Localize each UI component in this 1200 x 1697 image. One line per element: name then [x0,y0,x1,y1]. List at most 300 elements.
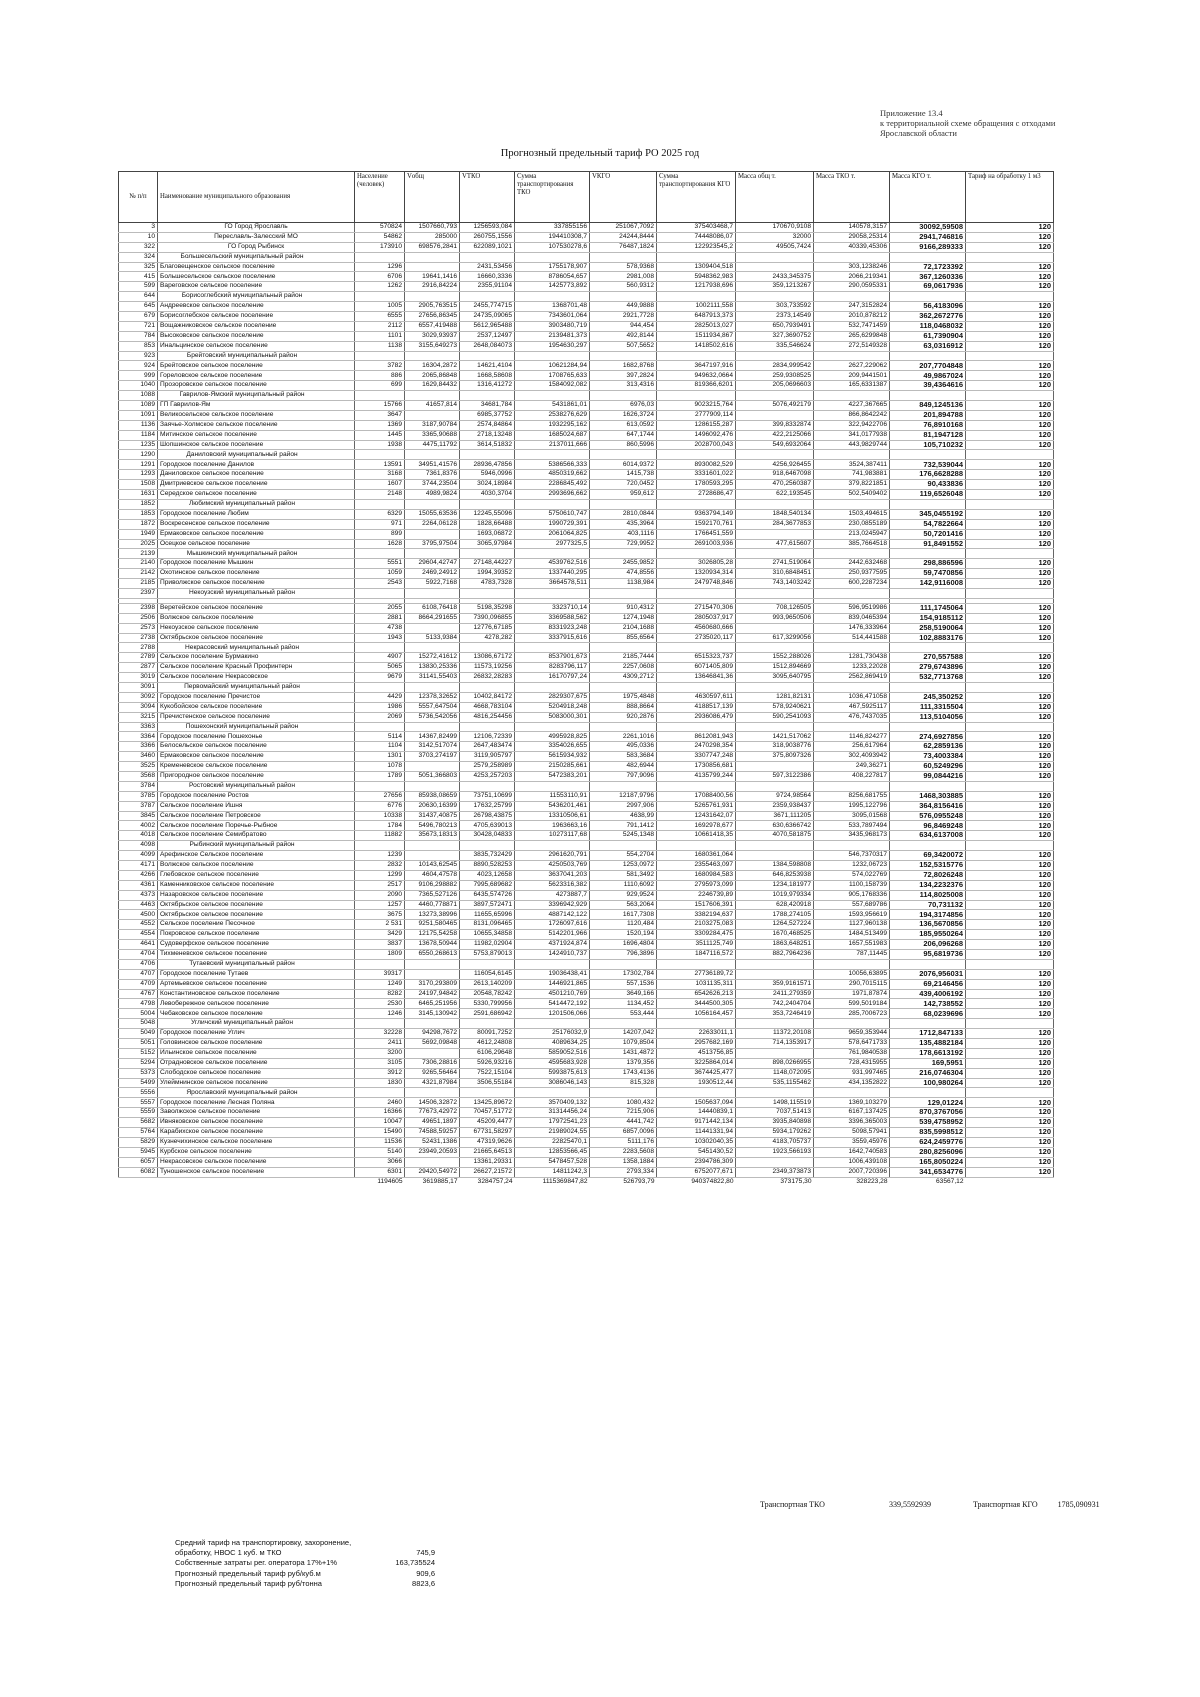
table-cell: Назаровское сельское поселение [158,890,355,900]
table-cell: 152,5315776 [890,861,966,871]
table-cell: 303,733592 [736,302,814,312]
table-cell: 1253,0972 [590,861,657,871]
table-cell: 2028700,043 [657,440,736,450]
table-cell: 2142 [119,569,158,579]
table-cell: Некрасовский муниципальный район [158,643,355,653]
table-cell: 2741,519064 [736,559,814,569]
table-cell: 2517 [355,880,405,890]
table-cell: Сельское поселение Некрасовское [158,673,355,683]
table-cell: 205,0696603 [736,381,814,391]
table-cell: 2349,373873 [736,1167,814,1177]
table-cell: 120 [966,430,1054,440]
table-cell: 27148,44227 [460,559,515,569]
table-row [119,282,1054,292]
column-header: VКГО [590,172,657,223]
table-cell: 1971,87874 [814,989,890,999]
table-cell [736,959,814,969]
table-cell: 1628 [355,539,405,549]
table-cell [515,499,590,509]
table-cell [890,841,966,851]
table-cell [736,499,814,509]
table-cell [355,722,405,732]
table-cell: 1657,551983 [814,940,890,950]
table-cell: 81,1947128 [890,430,966,440]
table-cell: 4441,742 [590,1118,657,1128]
table-cell: 2648,084073 [460,341,515,351]
table-cell: 2997,906 [590,801,657,811]
table-cell [515,351,590,361]
table-cell: 3511125,749 [657,940,736,950]
table-cell [515,722,590,732]
table-cell: 5692,09848 [405,1039,460,1049]
table-cell: 1692978,677 [657,821,736,831]
table-cell: 120 [966,861,1054,871]
table-cell: 1425773,892 [515,282,590,292]
table-cell: Сельское поселение Поречье-Рыбное [158,821,355,831]
table-cell [590,682,657,692]
table-cell [355,682,405,692]
table-cell: 13310506,61 [515,811,590,821]
table-cell: Городское поселение Пречистое [158,692,355,702]
table-cell: 120 [966,791,1054,801]
table-cell: 931,997465 [814,1068,890,1078]
table-cell: 4501210,769 [515,989,590,999]
table-row [119,861,1054,871]
table-cell: 120 [966,381,1054,391]
table-cell: 116054,6145 [460,969,515,979]
table-cell [590,549,657,559]
table-cell: 272,5149328 [814,341,890,351]
table-cell [736,623,814,633]
district-header-row [119,1019,1054,1029]
table-cell: 1631 [119,490,158,500]
table-cell: 3845 [119,811,158,821]
table-cell: 2397 [119,588,158,598]
summary-row [175,1538,435,1557]
table-cell: 3215 [119,712,158,722]
table-cell: 554,2704 [590,851,657,861]
table-row [119,410,1054,420]
table-cell: 120 [966,420,1054,430]
table-row [119,623,1054,633]
table-cell: 4798 [119,999,158,1009]
table-cell: 3065,97984 [460,539,515,549]
table-cell: Первомайский муниципальный район [158,682,355,692]
table-cell [814,722,890,732]
table-cell: 7995,689682 [460,880,515,890]
table-cell: 8664,291655 [405,613,460,623]
table-cell: 8612081,943 [657,732,736,742]
table-cell: 3570409,132 [515,1098,590,1108]
table-cell: 2055 [355,603,405,613]
table-cell: Ильинское сельское поселение [158,1048,355,1058]
table-cell: 105,710232 [890,440,966,450]
table-cell: 1512,894669 [736,663,814,673]
table-cell: 6435,574726 [460,890,515,900]
table-cell: 4030,3704 [460,490,515,500]
table-cell: 10273117,68 [515,831,590,841]
table-cell: 8283796,117 [515,663,590,673]
table-cell [460,1019,515,1029]
table-cell: 4463 [119,900,158,910]
table-cell [590,391,657,401]
table-cell: 4266 [119,870,158,880]
document-title: Прогнозный предельный тариф РО 2025 год [500,148,700,159]
table-row [119,490,1054,500]
table-cell [814,959,890,969]
table-cell: 1995,122796 [814,801,890,811]
table-cell: 5152 [119,1048,158,1058]
table-cell: 10047 [355,1118,405,1128]
table-cell: 120 [966,762,1054,772]
table-cell: 3307747,248 [657,752,736,762]
table-cell: 290,7015115 [814,979,890,989]
table-cell [405,391,460,401]
table-cell [657,682,736,692]
table-cell: 622089,1021 [460,242,515,252]
table-cell: 49505,7424 [736,242,814,252]
table-cell: 8537901,673 [515,653,590,663]
table-cell: 120 [966,1108,1054,1118]
table-cell: 1755178,907 [515,262,590,272]
table-cell [460,499,515,509]
table-cell [515,959,590,969]
table-cell: 4500 [119,910,158,920]
table-cell: 449,9888 [590,302,657,312]
table-cell: 5612,965488 [460,321,515,331]
table-cell: 2025 [119,539,158,549]
table-cell: 5736,542056 [405,712,460,722]
table-cell: 910,4312 [590,603,657,613]
table-cell: 96,8469248 [890,821,966,831]
table-cell: 1668,58608 [460,371,515,381]
table-cell: 13591 [355,460,405,470]
table-cell: 6706 [355,272,405,282]
table-cell [405,643,460,653]
table-cell: 5076,492179 [736,401,814,411]
table-cell [355,643,405,653]
table-cell: 120 [966,999,1054,1009]
table-cell [405,969,460,979]
table-cell: 9724,98564 [736,791,814,801]
district-header-row [119,588,1054,598]
table-cell: 12853566,45 [515,1147,590,1157]
table-cell [460,292,515,302]
table-cell: 10655,34858 [460,930,515,940]
table-cell [657,959,736,969]
table-cell: 8282 [355,989,405,999]
table-cell: 3363 [119,722,158,732]
table-cell: 1503,494615 [814,509,890,519]
table-cell: 819366,6201 [657,381,736,391]
table-cell: 4188517,139 [657,702,736,712]
tariff-summary [175,1538,435,1590]
table-row [119,242,1054,252]
table-cell: 2715470,306 [657,603,736,613]
table-cell: 259,9308525 [736,371,814,381]
table-cell: Шопшинское сельское поселение [158,440,355,450]
table-cell: 107530278,6 [515,242,590,252]
table-cell: 120 [966,519,1054,529]
table-cell: 1290 [119,450,158,460]
table-cell: 5945 [119,1147,158,1157]
table-cell: 434,1352822 [814,1078,890,1088]
table-cell [405,262,460,272]
table-cell [515,1019,590,1029]
table-cell: 1291 [119,460,158,470]
table-cell [355,1088,405,1098]
table-cell: 31314456,24 [515,1108,590,1118]
table-cell: 1853 [119,509,158,519]
table-cell: 120 [966,1068,1054,1078]
column-header: № п/п [119,172,158,223]
table-cell: 7365,527126 [405,890,460,900]
table-cell [890,722,966,732]
table-cell [657,450,736,460]
table-cell [736,1048,814,1058]
table-cell: 2789 [119,653,158,663]
table-cell [966,722,1054,732]
table-cell: 4630597,611 [657,692,736,702]
table-cell: 1369,103279 [814,1098,890,1108]
table-cell: 6014,9372 [590,460,657,470]
table-cell: 1431,4872 [590,1048,657,1058]
column-header: Наименование муниципального образования [158,172,355,223]
table-cell: 120 [966,1009,1054,1019]
table-row [119,262,1054,272]
table-cell: 532,7713768 [890,673,966,683]
table-cell [657,781,736,791]
table-cell: 5926,93216 [460,1058,515,1068]
table-cell: 4227,367665 [814,401,890,411]
table-cell: Сельское поселение Семибратово [158,831,355,841]
table-cell: Пречистенское сельское поселение [158,712,355,722]
table-cell [405,292,460,302]
table-cell: Улеймнинское сельское поселение [158,1078,355,1088]
district-header-row [119,722,1054,732]
table-cell: 2735020,117 [657,633,736,643]
table-row [119,771,1054,781]
table-cell: 24197,94842 [405,989,460,999]
table-cell: 839,0465394 [814,613,890,623]
table-row [119,1098,1054,1108]
table-cell: 1006,439108 [814,1157,890,1167]
table-cell: 546,7370317 [814,851,890,861]
table-cell: 720,0452 [590,480,657,490]
table-cell: 5414472,192 [515,999,590,1009]
table-cell: 549,6932064 [736,440,814,450]
district-header-row [119,781,1054,791]
table-cell: 32000 [736,232,814,242]
table-cell: 2538276,629 [515,410,590,420]
table-cell: 16660,3336 [460,272,515,282]
table-cell: 99,0844216 [890,771,966,781]
table-cell: 1445 [355,430,405,440]
table-cell: 353,7246419 [736,1009,814,1019]
table-cell: 920,2876 [590,712,657,722]
table-cell: 5623316,382 [515,880,590,890]
table-cell: 1517606,391 [657,900,736,910]
table-cell: 6108,76418 [405,603,460,613]
table-cell: 899 [355,529,405,539]
table-cell: Сельское поселение Красный Профинтерн [158,663,355,673]
table-cell [736,841,814,851]
table-cell: 5083000,301 [515,712,590,722]
table-cell: 7390,096855 [460,613,515,623]
table-cell: 120 [966,801,1054,811]
table-cell [966,499,1054,509]
table-cell: 47319,9626 [460,1137,515,1147]
table-cell: 178,6613192 [890,1048,966,1058]
table-cell [405,450,460,460]
table-cell: 1830 [355,1078,405,1088]
table-cell: 2185,7444 [590,653,657,663]
table-cell: 905,1768336 [814,890,890,900]
table-cell: 2957682,169 [657,1039,736,1049]
table-cell: 2961620,791 [515,851,590,861]
table-cell: Кукобойское сельское поселение [158,702,355,712]
table-cell: 256,617964 [814,742,890,752]
table-cell: 1642,740583 [814,1147,890,1157]
table-cell: Слободское сельское поселение [158,1068,355,1078]
table-cell [405,549,460,559]
table-cell: Головинское сельское поселение [158,1039,355,1049]
table-cell: 5436201,461 [515,801,590,811]
table-cell: 3170,293809 [405,979,460,989]
table-cell: 4738 [355,623,405,633]
table-cell: 1726097,616 [515,920,590,930]
table-cell [590,450,657,460]
table-cell: 3382194,637 [657,910,736,920]
table-cell: 1584092,082 [515,381,590,391]
table-cell: 120 [966,490,1054,500]
table-cell [405,588,460,598]
table-cell: 4850319,662 [515,470,590,480]
table-cell: 622,193545 [736,490,814,500]
table-cell: 1101 [355,331,405,341]
table-cell: 4371924,874 [515,940,590,950]
table-cell: 1626,3724 [590,410,657,420]
table-cell: 403,1116 [590,529,657,539]
table-cell: Веретейское сельское поселение [158,603,355,613]
table-cell [515,391,590,401]
table-cell: 2530 [355,999,405,1009]
table-cell: 729,9952 [590,539,657,549]
table-cell: 120 [966,371,1054,381]
table-cell: Карабихское сельское поселение [158,1128,355,1138]
table-cell: 11882 [355,831,405,841]
table-cell: 69,3420072 [890,851,966,861]
table-cell: 4767 [119,989,158,999]
table-cell: Осецкое сельское поселение [158,539,355,549]
table-cell: Инальцинское сельское поселение [158,341,355,351]
table-cell: 2460 [355,1098,405,1108]
table-cell: 26798,43875 [460,811,515,821]
table-cell: 1104 [355,742,405,752]
table-cell: 379,8221851 [814,480,890,490]
table-cell: 25176032,9 [515,1029,590,1039]
table-cell: 3647 [355,410,405,420]
table-cell: 1607 [355,480,405,490]
table-cell [814,1088,890,1098]
table-cell [460,549,515,559]
table-cell: 120 [966,361,1054,371]
table-cell: 1299 [355,870,405,880]
table-cell: 435,3964 [590,519,657,529]
table-cell: 120 [966,460,1054,470]
table-cell: 362,2672776 [890,312,966,322]
table-cell: 4816,254456 [460,712,515,722]
table-cell: 12776,67185 [460,623,515,633]
table-cell: 1233,22028 [814,663,890,673]
table-cell: 120 [966,1078,1054,1088]
table-cell: 399,8332874 [736,420,814,430]
table-cell: 120 [966,331,1054,341]
table-cell: 120 [966,732,1054,742]
table-cell: Большесельский муниципальный район [158,252,355,262]
table-cell [657,499,736,509]
table-cell: 73,4003384 [890,752,966,762]
table-cell: 120 [966,1048,1054,1058]
table-cell: 1138,984 [590,579,657,589]
table-cell: 31141,55403 [405,673,460,683]
table-cell: 5098,57941 [814,1128,890,1138]
table-cell: 70457,51772 [460,1108,515,1118]
table-cell: 2829307,675 [515,692,590,702]
table-cell: 1146,824277 [814,732,890,742]
table-cell: 120 [966,509,1054,519]
table-cell: 1148,072095 [736,1068,814,1078]
table-row [119,1118,1054,1128]
table-cell: 1520,194 [590,930,657,940]
table-cell: 2506 [119,613,158,623]
table-cell: 9171442,134 [657,1118,736,1128]
table-cell: 274,6927856 [890,732,966,742]
table-cell: Ростовский муниципальный район [158,781,355,791]
table-cell [814,682,890,692]
table-cell [355,549,405,559]
table-cell: 1923,566193 [736,1147,814,1157]
table-cell: 514,441588 [814,633,890,643]
table-cell: 1201506,066 [515,1009,590,1019]
table-cell: 5204918,248 [515,702,590,712]
table-cell: 553,444 [590,1009,657,1019]
table-cell: 502,5409402 [814,490,890,500]
table-cell: 3366 [119,742,158,752]
table-cell [966,682,1054,692]
table-cell: 4253,257203 [460,771,515,781]
table-cell: Большесельское сельское поселение [158,272,355,282]
table-row [119,900,1054,910]
table-cell: 2007,720396 [814,1167,890,1177]
table-cell: Митинское сельское поселение [158,430,355,440]
table-row [119,420,1054,430]
table-cell: 3187,90784 [405,420,460,430]
table-cell: 13273,38996 [405,910,460,920]
table-row [119,831,1054,841]
table-cell: 743,1403242 [736,579,814,589]
table-cell: 4309,2712 [590,673,657,683]
table-cell: Даниловское сельское поселение [158,470,355,480]
column-header: VТКО [460,172,515,223]
table-cell: 5478457,528 [515,1157,590,1167]
table-cell [405,351,460,361]
table-cell: 1592170,761 [657,519,736,529]
table-cell [966,252,1054,262]
table-cell: 251067,7092 [590,223,657,233]
table-row [119,430,1054,440]
column-header: Сумма транспортирования КГО [657,172,736,223]
